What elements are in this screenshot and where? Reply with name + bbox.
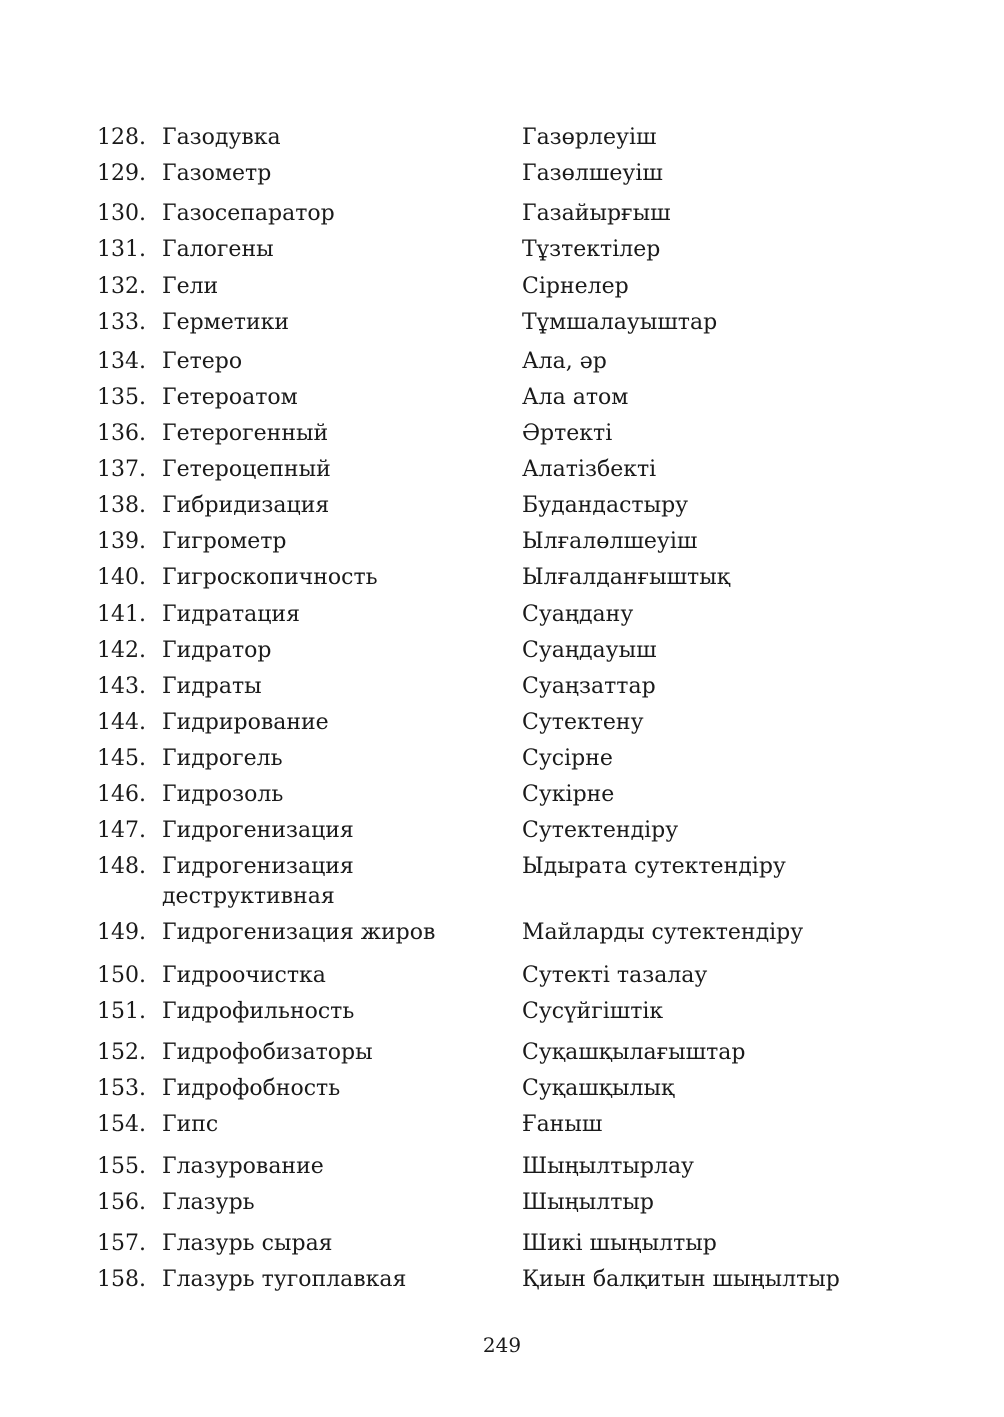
russian-term: Гидрогенизация жиров	[162, 920, 436, 945]
russian-term: Газодувка	[162, 125, 281, 150]
russian-term: Гидрофильность	[162, 999, 355, 1024]
entry-number: 144.	[97, 710, 146, 735]
russian-term: Глазурь	[162, 1190, 255, 1215]
entry-number: 128.	[97, 125, 146, 150]
russian-term: Гидраты	[162, 674, 262, 699]
entry-number: 158.	[97, 1267, 146, 1292]
entry-number: 154.	[97, 1112, 146, 1137]
kazakh-term: Будандастыру	[522, 493, 689, 518]
entry-number: 129.	[97, 161, 146, 186]
russian-term: Гидрогенизация деструктивная	[162, 854, 354, 909]
kazakh-term: Сірнелер	[522, 274, 629, 299]
kazakh-term: Шыңылтыр	[522, 1190, 654, 1215]
russian-term: Герметики	[162, 310, 290, 335]
entry-number: 139.	[97, 529, 146, 554]
russian-term: Галогены	[162, 237, 274, 262]
russian-term: Гидратор	[162, 638, 272, 663]
kazakh-term: Әртекті	[522, 421, 613, 446]
kazakh-term: Газөрлеуіш	[522, 125, 657, 150]
entry-number: 156.	[97, 1190, 146, 1215]
entry-number: 138.	[97, 493, 146, 518]
entry-number: 150.	[97, 963, 146, 988]
entry-number: 130.	[97, 201, 146, 226]
entry-number: 157.	[97, 1231, 146, 1256]
russian-term: Гидрогенизация	[162, 818, 354, 843]
russian-term: Глазурь тугоплавкая	[162, 1267, 407, 1292]
entry-number: 155.	[97, 1154, 146, 1179]
kazakh-term: Ала атом	[522, 385, 629, 410]
russian-term: Гибридизация	[162, 493, 330, 518]
russian-term: Гигрометр	[162, 529, 287, 554]
russian-term: Глазурование	[162, 1154, 324, 1179]
entry-number: 148.	[97, 854, 146, 879]
kazakh-term: Тұзтектілер	[522, 237, 661, 262]
russian-term: Гидратация	[162, 602, 300, 627]
kazakh-term: Сутекті тазалау	[522, 963, 708, 988]
entry-number: 146.	[97, 782, 146, 807]
kazakh-term: Алатізбекті	[522, 457, 657, 482]
russian-term: Гетерогенный	[162, 421, 329, 446]
kazakh-term: Сусүйгіштік	[522, 999, 664, 1024]
kazakh-term: Ғаныш	[522, 1112, 603, 1137]
kazakh-term: Суаңзаттар	[522, 674, 656, 699]
kazakh-term: Суқашқылағыштар	[522, 1040, 746, 1065]
entry-number: 141.	[97, 602, 146, 627]
russian-term: Гидрогель	[162, 746, 283, 771]
entry-number: 133.	[97, 310, 146, 335]
kazakh-term: Суқашқылық	[522, 1076, 675, 1101]
russian-term: Гидрофобизаторы	[162, 1040, 373, 1065]
kazakh-term: Сутектену	[522, 710, 644, 735]
entry-number: 137.	[97, 457, 146, 482]
russian-term: Гипс	[162, 1112, 219, 1137]
russian-term: Гидроочистка	[162, 963, 326, 988]
russian-term: Гетеро	[162, 349, 243, 374]
entry-number: 147.	[97, 818, 146, 843]
kazakh-term: Сутектендіру	[522, 818, 679, 843]
entry-number: 131.	[97, 237, 146, 262]
kazakh-term: Майларды сутектендіру	[522, 920, 804, 945]
kazakh-term: Суаңдану	[522, 602, 634, 627]
entry-number: 149.	[97, 920, 146, 945]
kazakh-term: Суаңдауыш	[522, 638, 657, 663]
russian-term: Газосепаратор	[162, 201, 335, 226]
entry-number: 136.	[97, 421, 146, 446]
kazakh-term: Шикі шыңылтыр	[522, 1231, 717, 1256]
russian-term: Гидрозоль	[162, 782, 284, 807]
russian-term: Гетероатом	[162, 385, 298, 410]
russian-term: Гигроскопичность	[162, 565, 378, 590]
entry-number: 135.	[97, 385, 146, 410]
kazakh-term: Газөлшеуіш	[522, 161, 663, 186]
page-number: 249	[482, 1333, 522, 1357]
kazakh-term: Тұмшалауыштар	[522, 310, 718, 335]
entry-number: 140.	[97, 565, 146, 590]
entry-number: 143.	[97, 674, 146, 699]
entry-number: 152.	[97, 1040, 146, 1065]
kazakh-term: Ылғалөлшеуіш	[522, 529, 698, 554]
russian-term: Глазурь сырая	[162, 1231, 333, 1256]
russian-term: Гели	[162, 274, 219, 299]
entry-number: 134.	[97, 349, 146, 374]
kazakh-term: Сусірне	[522, 746, 613, 771]
kazakh-term: Ала, әр	[522, 349, 607, 374]
kazakh-term: Ыдырата сутектендіру	[522, 854, 786, 879]
russian-term: Гетероцепный	[162, 457, 331, 482]
entry-number: 132.	[97, 274, 146, 299]
kazakh-term: Газайырғыш	[522, 201, 671, 226]
russian-term: Газометр	[162, 161, 272, 186]
kazakh-term: Шыңылтырлау	[522, 1154, 695, 1179]
russian-term: Гидрофобность	[162, 1076, 341, 1101]
kazakh-term: Қиын балқитын шыңылтыр	[522, 1267, 840, 1292]
entry-number: 151.	[97, 999, 146, 1024]
entry-number: 142.	[97, 638, 146, 663]
russian-term: Гидрирование	[162, 710, 329, 735]
entry-number: 145.	[97, 746, 146, 771]
kazakh-term: Ылғалданғыштық	[522, 565, 731, 590]
kazakh-term: Сукірне	[522, 782, 615, 807]
entry-number: 153.	[97, 1076, 146, 1101]
